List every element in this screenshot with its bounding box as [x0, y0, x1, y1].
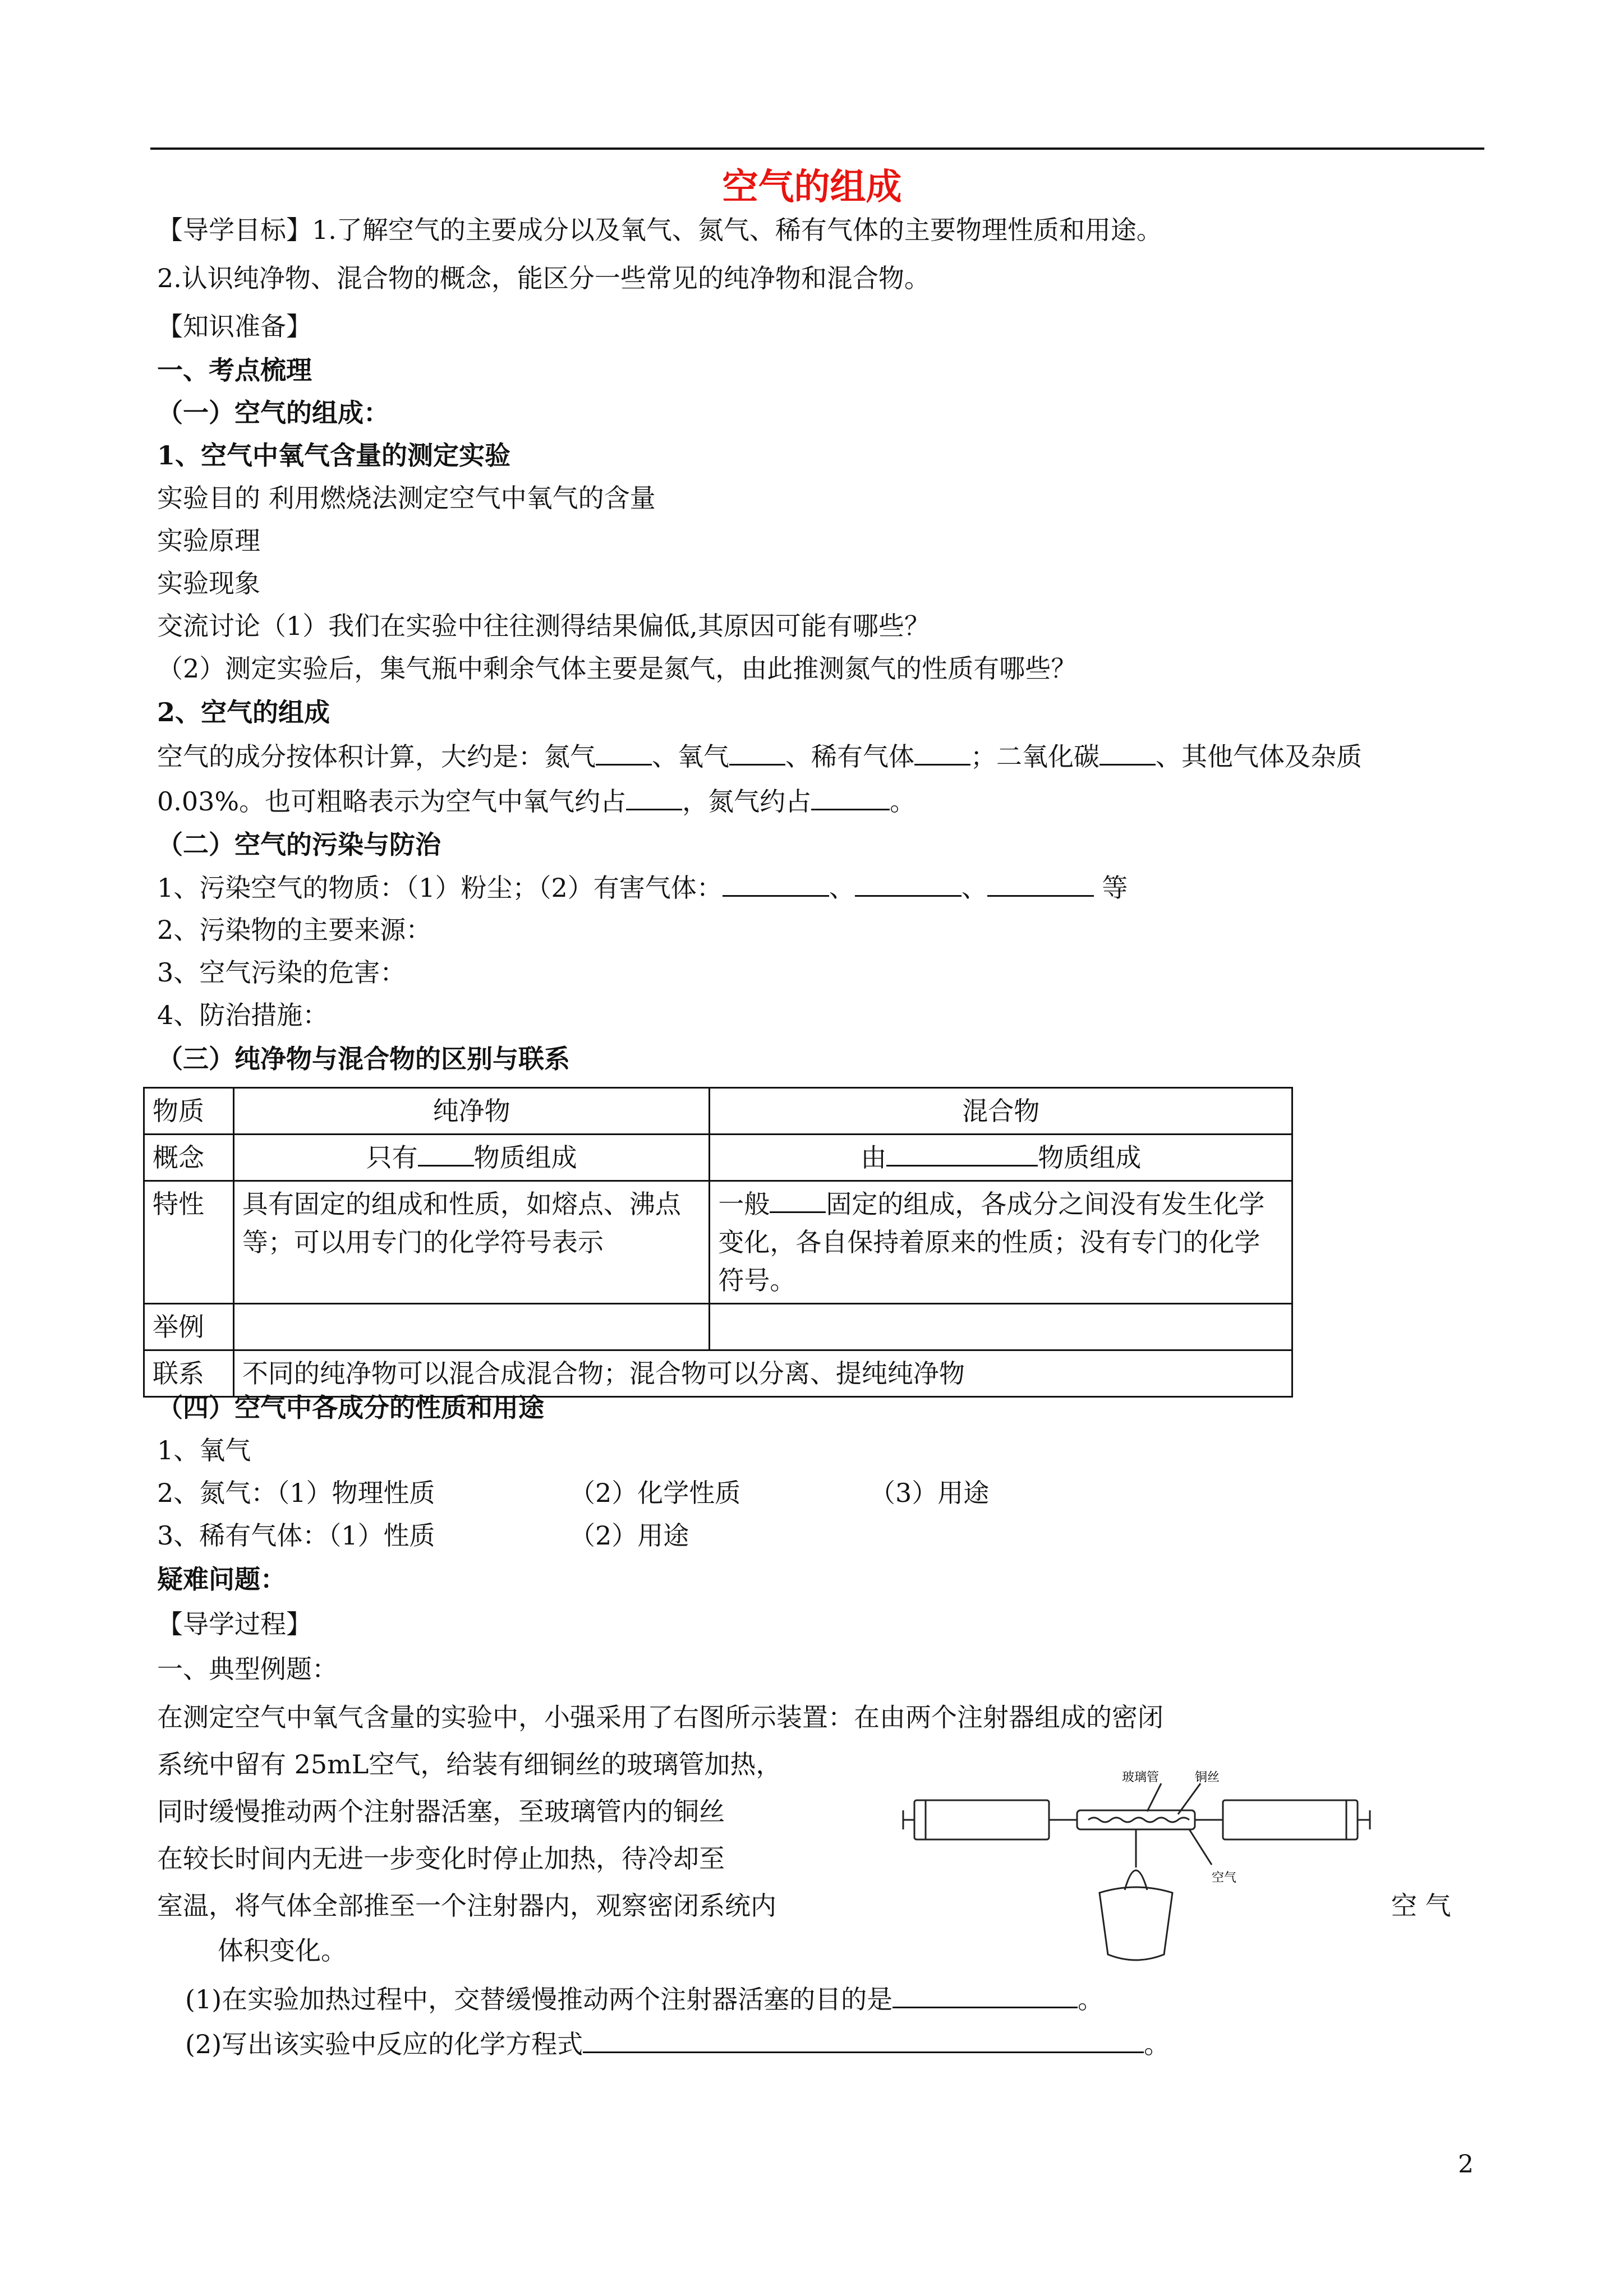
text: 、稀有气体	[785, 741, 914, 772]
table-cell[interactable]	[710, 1304, 1292, 1350]
answer-blank[interactable]	[892, 1982, 1078, 2008]
copper-wire	[1088, 1818, 1189, 1822]
table-cell	[233, 1135, 710, 1181]
fill-blank[interactable]	[596, 739, 652, 766]
wire-label: 铜丝	[1195, 1771, 1220, 1785]
alcohol-burner	[1099, 1887, 1172, 1960]
table-cell: 概念	[144, 1135, 234, 1181]
text: 、其他气体及杂质	[1156, 741, 1362, 772]
right-syringe	[1223, 1800, 1358, 1839]
subsection-heading-4: （四）空气中各成分的性质和用途	[157, 1393, 544, 1423]
process-label: 【导学过程】	[157, 1609, 312, 1639]
text: (2)写出该实验中反应的化学方程式	[185, 2029, 583, 2059]
property-oxygen: 1、氧气	[157, 1435, 251, 1465]
question-line-2: 系统中留有 25mL空气，给装有细铜丝的玻璃管加热，	[157, 1749, 782, 1779]
apparatus-figure	[898, 1767, 1374, 1968]
text: 由	[861, 1142, 887, 1173]
text: 。	[1144, 2029, 1170, 2059]
fill-blank[interactable]	[626, 784, 682, 810]
answer-blank[interactable]	[583, 2027, 1144, 2053]
text: ；二氧化碳	[970, 741, 1099, 772]
table-row	[144, 1350, 1292, 1397]
fill-blank[interactable]	[1099, 739, 1156, 766]
objective-item-2: 2.认识纯净物、混合物的概念，能区分一些常见的纯净物和混合物。	[157, 263, 930, 293]
property-nitrogen	[157, 1476, 990, 1510]
question-line-4: 在较长时间内无进一步变化时停止加热，待冷却至	[157, 1843, 725, 1874]
difficult-heading: 疑难问题：	[157, 1564, 286, 1594]
table-cell: 具有固定的组成和性质，如熔点、沸点等；可以用专门的化学符号表示	[233, 1181, 710, 1304]
table-cell	[710, 1181, 1292, 1304]
text: 、	[961, 873, 987, 903]
text: 、	[829, 873, 855, 903]
fill-blank[interactable]	[914, 739, 970, 766]
table-cell: 举例	[144, 1304, 234, 1350]
objective-item-1: 1.了解空气的主要成分以及氧气、氮气、稀有气体的主要物理性质和用途。	[312, 215, 1162, 245]
question-1	[185, 1982, 1103, 2016]
question-line-3: 同时缓慢推动两个注射器活塞，至玻璃管内的铜丝	[157, 1796, 725, 1827]
air-label: 空气	[1212, 1871, 1237, 1885]
section-heading: 一、考点梳理	[157, 355, 312, 385]
experiment-discussion-2: （2）测定实验后，集气瓶中剩余气体主要是氮气，由此推测氮气的性质有哪些？	[157, 653, 1077, 684]
table-cell: 物质	[144, 1088, 234, 1135]
experiment-heading: 1、空气中氧气含量的测定实验	[157, 440, 511, 471]
table-cell	[710, 1135, 1292, 1181]
text: 、氧气	[652, 741, 729, 772]
text: （2）用途	[569, 1520, 689, 1551]
text: (1)在实验加热过程中，交替缓慢推动两个注射器活塞的目的是	[185, 1984, 893, 2014]
fill-blank[interactable]	[886, 1140, 1038, 1167]
subsection-heading-2: （二）空气的污染与防治	[157, 829, 441, 860]
experiment-principle: 实验原理	[157, 525, 260, 556]
fill-blank[interactable]	[811, 784, 890, 810]
table-row	[144, 1304, 1292, 1350]
fill-blank[interactable]	[418, 1140, 474, 1167]
composition-heading: 2、空气的组成	[157, 697, 330, 727]
example-heading: 一、典型例题：	[157, 1654, 338, 1684]
question-line-5: 室温，将气体全部推至一个注射器内，观察密闭系统内	[157, 1891, 776, 1921]
question-2	[185, 2027, 1170, 2061]
text: 一般	[718, 1189, 770, 1219]
text: ，氮气约占	[682, 786, 812, 817]
subsection-heading-3: （三）纯净物与混合物的区别与联系	[157, 1044, 570, 1074]
fill-blank[interactable]	[855, 870, 961, 897]
table-cell: 不同的纯净物可以混合成混合物；混合物可以分离、提纯纯净物	[233, 1350, 1292, 1397]
comparison-table	[143, 1087, 1293, 1398]
table-row	[144, 1135, 1292, 1181]
tube-label: 玻璃管	[1122, 1771, 1160, 1785]
text: 等	[1093, 873, 1128, 903]
table-cell: 联系	[144, 1350, 234, 1397]
page-number: 2	[1458, 2150, 1474, 2179]
question-line-1: 在测定空气中氧气含量的实验中，小强采用了右图所示装置：在由两个注射器组成的密闭	[157, 1702, 1163, 1732]
text: 。	[890, 786, 916, 817]
composition-line-2	[157, 784, 915, 818]
table-cell: 混合物	[710, 1088, 1292, 1135]
pollution-line-2: 2、污染物的主要来源：	[157, 915, 432, 945]
experiment-phenomenon: 实验现象	[157, 568, 260, 598]
page-title: 空气的组成	[722, 166, 902, 208]
table-cell[interactable]	[233, 1304, 710, 1350]
text: 物质组成	[1038, 1142, 1142, 1173]
objectives-label: 【导学目标】	[157, 215, 312, 245]
text: 空气的成分按体积计算，大约是：氮气	[157, 741, 596, 772]
fill-blank[interactable]	[987, 870, 1094, 897]
table-cell: 特性	[144, 1181, 234, 1304]
text: 固定的组成，各成分之间没有发生化学变化，各自保持着原来的性质；没有专门的化学符号。	[718, 1189, 1265, 1295]
fill-blank[interactable]	[770, 1187, 826, 1213]
text: （2）化学性质	[569, 1478, 741, 1508]
prep-label: 【知识准备】	[157, 311, 312, 342]
pollution-line-4: 4、防治措施：	[157, 1000, 329, 1030]
text: 只有	[366, 1142, 418, 1173]
table-row	[144, 1181, 1292, 1304]
pollution-line-1	[157, 870, 1128, 905]
text: 1、污染空气的物质：（1）粉尘；（2）有害气体：	[157, 873, 723, 903]
property-noble-gas	[157, 1519, 689, 1552]
text: 2、氮气：（1）物理性质	[157, 1478, 435, 1508]
experiment-purpose: 实验目的 利用燃烧法测定空气中氧气的含量	[157, 483, 656, 513]
pollution-line-3: 3、空气污染的危害：	[157, 957, 406, 988]
question-line-5-end: 空 气	[1391, 1891, 1451, 1921]
subsection-heading-1: （一）空气的组成：	[157, 398, 389, 428]
table-cell: 纯净物	[233, 1088, 710, 1135]
table-row	[144, 1088, 1292, 1135]
fill-blank[interactable]	[723, 870, 829, 897]
text: 0.03%。也可粗略表示为空气中氧气约占	[157, 786, 627, 817]
text: （3）用途	[869, 1478, 990, 1508]
header-rule	[150, 147, 1484, 150]
experiment-discussion-1: 交流讨论（1）我们在实验中往往测得结果偏低,其原因可能有哪些？	[157, 611, 930, 641]
text: 3、稀有气体：（1）性质	[157, 1520, 435, 1551]
fill-blank[interactable]	[729, 739, 785, 766]
text: 物质组成	[473, 1142, 577, 1173]
left-syringe	[914, 1800, 1049, 1839]
text: 。	[1078, 1984, 1104, 2014]
syringe-apparatus-illustration	[898, 1767, 1374, 1968]
objectives-line1	[157, 213, 1162, 247]
question-line-6: 体积变化。	[218, 1935, 347, 1966]
composition-line-1	[157, 739, 1362, 773]
